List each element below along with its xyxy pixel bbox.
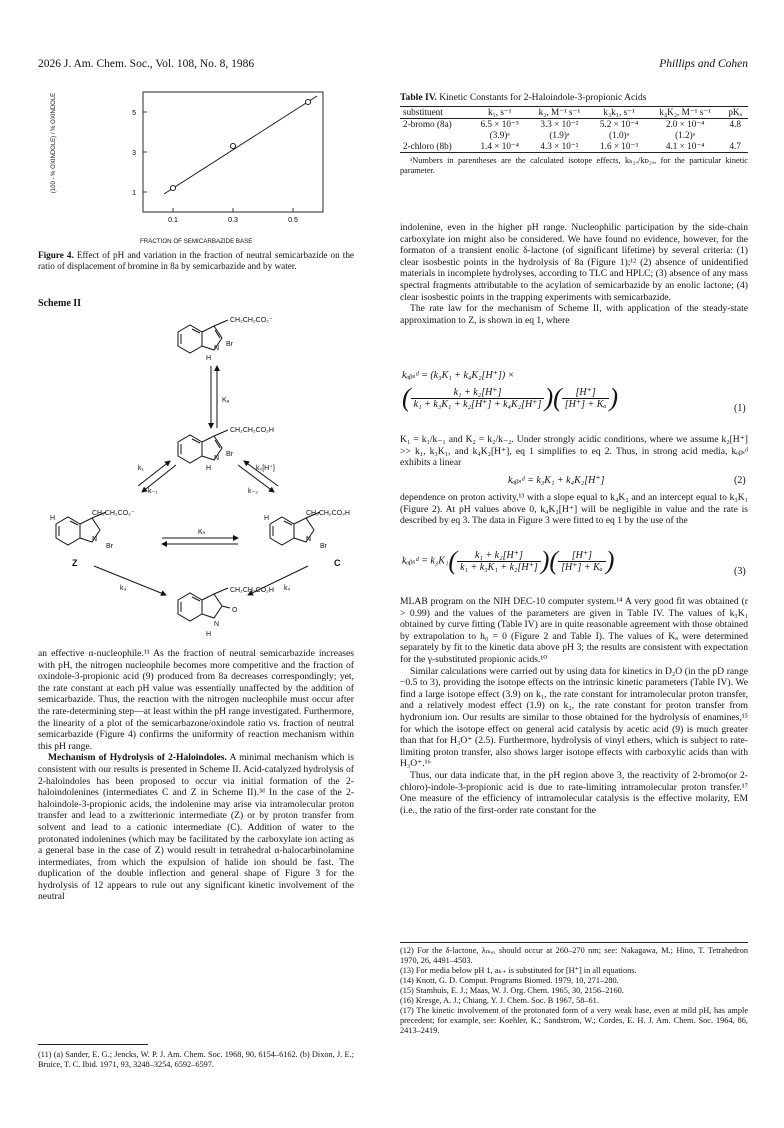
page-authors: Phillips and Cohen	[659, 58, 748, 70]
table-cell: 2.0 × 10⁻⁴	[665, 119, 705, 129]
oxindole-product	[178, 588, 230, 621]
data-point	[170, 185, 175, 190]
right-paragraph-1: indolenine, even in the higher pH range. Nucleophilic participation by the side-chain carboxylate ion might also be considered. We have found no evidence, however, for the formaton of a transient enolic δ-lactone (of significant lifetime) by several criteria: (1) clear isosbestic points in the hydrolysis of 8a (Figure 1);¹² (2) absence of unidentified materials in incomplete hydrolyses, according to TLC and HPLC; (3) absence of any mass spectral fragments attributable to the acylation of semicarbazide by an enolic lactone; (4) clear isosbestic points in the trapping experiments with semicarbazide.	[400, 222, 748, 303]
table-header: k₄K₂, M⁻¹ s⁻¹	[659, 107, 711, 117]
footnote-11: (11) (a) Sander, E. G.; Jencks, W. P. J. Am. Chem. Soc. 1968, 90, 6154–6162. (b) Dixon, J. E.; Bruice, T. C. Ibid. 1971, 93, 3248–3254, 6592–6597.	[38, 1050, 354, 1069]
right-footnotes	[400, 946, 748, 1036]
product-o: O	[232, 607, 238, 614]
k3-label: k₃	[120, 585, 127, 592]
mechanism-text: A minimal mechanism which is consistent with our results is presented in Scheme II. Acid-catalyzed hydrolysis of 2-haloindoles has been proposed to occur via initial formation of the 2-haloindolenines (intermediates C and Z in Scheme II).³ᵈ In the case of the 2-haloindole-3-propionic acids, the indolenine may arise via intramolecular proton transfer and lead to a zwitterionic intermediate (Z) or by proton transfer from solvent and lead to a cationic intermediate (C). Addition of water to the protonated indolenines (which may be facilitated by the carboxylate ion acting as a general base in the case of Z) would result in tetrahedral α-halocarbinolamine intermediates, from which the expulsion of halide ion should be fast. The duplication of the double inflection and general shape of Figure 3 for the hydrolysis of 12 appears to rule out any significant kinetic involvement of the neutral	[38, 752, 354, 903]
c-label: C	[334, 558, 341, 568]
equation-3: kₒᵦₛᵈ = k₃K₁( $\frac{\text{k₁ + k₂[H⁺]}}{\text{k₁ + k₃K₁ + k₂[H⁺]}}$ )( $\frac{[H^+]}{\text{[H⁺] + Kₐ}}$ )	[402, 546, 615, 575]
footnote-13: (13) For media below pH 1, aₕ₊ is substituted for [H⁺] in all equations.	[400, 966, 637, 975]
table-cell: 4.8	[729, 119, 741, 129]
table-cell: (1.2)ᵃ	[675, 130, 696, 140]
eq2-number: (2)	[734, 475, 746, 486]
fit-line	[164, 96, 317, 194]
indole-top	[178, 320, 228, 353]
figure-4-caption-text: Effect of pH and variation in the fraction of neutral semicarbazide on the ratio of displacement of bromine in 8a by semicarbazide and by water.	[38, 250, 354, 271]
table-header: k₂, M⁻¹ s⁻¹	[538, 107, 581, 117]
figure-4-xlabel: FRACTION OF SEMICARBAZIDE BASE	[140, 238, 253, 245]
table-cell: (1.9)ᵃ	[549, 130, 570, 140]
c-n: N	[306, 536, 312, 543]
top-h: H	[206, 355, 212, 362]
c-br: Br	[320, 543, 327, 550]
table-header: k₁, s⁻¹	[487, 107, 512, 117]
plot-frame	[143, 92, 323, 212]
mid-h: H	[206, 465, 212, 472]
right-footnote-rule	[400, 942, 748, 943]
z-n: N	[92, 536, 98, 543]
table-cell: 4.3 × 10⁻²	[540, 141, 579, 151]
table-cell: (1.0)ᵃ	[609, 130, 630, 140]
right-column-text-3	[400, 492, 748, 527]
equation-2: kₒᵦₛᵈ = k₃K₁ + k₄K₂[H⁺]	[508, 475, 605, 486]
k2-label: k₂[H⁺]	[256, 465, 275, 472]
table-cell: (3.9)ᵃ	[489, 130, 510, 140]
y-tick-label: 3	[132, 150, 136, 157]
right-column-text-2	[400, 434, 748, 469]
z-substituent: CH₂CH₂CO₂⁻	[92, 510, 135, 517]
eq3-number: (3)	[734, 566, 746, 577]
ka-label: Kₐ	[222, 397, 230, 404]
table-row	[400, 141, 748, 153]
product-n: N	[214, 621, 220, 628]
table-cell: 2-bromo (8a)	[403, 119, 452, 129]
top-n: N	[214, 345, 220, 352]
left-footnotes	[38, 1050, 354, 1070]
page-citation: 2026 J. Am. Chem. Soc., Vol. 108, No. 8, 1986	[38, 58, 255, 70]
data-point	[305, 99, 310, 104]
figure-4-ylabel: (100 - % OXINDOLE) / % OXINDOLE	[51, 92, 57, 194]
eq1-number: (1)	[734, 403, 746, 414]
figure-4-caption	[38, 250, 354, 272]
table-header: substituent	[403, 107, 443, 117]
left-paragraph-1: an effective α-nucleophile.¹¹ As the fraction of neutral semicarbazide increases with pH, the nitrogen nucleophile becomes more competitive and the fraction of oxindole-3-propionic acid (9) produced from 8a decreases correspondingly; yet, the rate constant at each pH value was essentially unaffected by the addition of semicarbazide. Thus, the reaction with the nitrogen nucleophile must occur after the rate-determining step—at least within the pH range investigated. Furthermore, the linearity of a plot of the semicarbazone/oxindole ratio vs. fraction of neutral semicarbazide (Figure 4) confirms the uniformity of reaction mechanism within this pH range.	[38, 648, 354, 752]
right-paragraph-4: dependence on proton activity,¹³ with a slope equal to k₄K₂ and an intercept equal to k₃K₁ (Figure 2). At pH values above 0, k₄K₂[H⁺] will be negligible in value and the rate is described by eq 3. The data in Figure 3 were fitted to eq 1 by the use of the	[400, 492, 748, 527]
footnote-14: (14) Knott, G. D. Comput. Programs Biomed. 1979, 10, 271–280.	[400, 976, 619, 985]
right-paragraph-5: MLAB program on the NIH DEC-10 computer system.¹⁴ A very good fit was obtained (r > 0.99) and the values of the parameters are given in Table IV. The values of k₃K₁ obtained by curve fitting (Table IV) are in quite reasonable agreement with those obtained by extrapolation to h₀ = 0 (Figure 2 and Table I). The values of Kₐ were determined separately by fit to the kinetic data above pH 3; the results are consistent with expectation for the γ-substituted propionic acids.¹⁰	[400, 596, 748, 665]
table-cell: 3.3 × 10⁻²	[540, 119, 579, 129]
table-row	[400, 119, 748, 131]
kinetic-constants-table	[400, 107, 748, 153]
kn-label: Kₙ	[198, 529, 206, 536]
right-column-text-4	[400, 596, 748, 816]
product-h: H	[206, 631, 212, 638]
footnote-15: (15) Stamhuis, E. J.; Maas, W. J. Org. Chem. 1965, 30, 2156–2160.	[400, 986, 624, 995]
mechanism-heading: Mechanism of Hydrolysis of 2-Haloindoles.	[48, 752, 227, 764]
z-h: H	[50, 515, 56, 522]
indole-middle	[178, 430, 228, 463]
eq3-denominator-1: k₁ + k₃K₁ + k₂[H⁺]	[460, 561, 538, 573]
eq1-numerator-1: k₁ + k₂[H⁺]	[411, 387, 545, 399]
right-paragraph-2: The rate law for the mechanism of Scheme II, with application of the steady-state approximation to Z, is shown in eq 1, where	[400, 303, 748, 326]
right-paragraph-3: K₁ = k₁/k₋₁ and K₂ = k₂/k₋₂. Under strongly acidic conditions, where we assume k₂[H⁺] >> k₁, k₃K₁, and k₄K₂[H⁺], eq 1 simplifies to eq 2. Thus, in strong acid media, kₒᵦₛᵈ exhibits a linear	[400, 434, 748, 469]
table-footnote: ᵃNumbers in parentheses are the calculated isotope effects, kₕ₂ₒ/kᴅ₂ₒ, for the particular kinetic parameter.	[400, 156, 748, 175]
table-row	[400, 130, 748, 141]
y-tick-label: 5	[132, 110, 136, 117]
km2-label: k₋₂	[248, 488, 258, 495]
table-cell: 4.1 × 10⁻⁴	[665, 141, 705, 151]
page-header	[38, 58, 748, 74]
z-br: Br	[106, 543, 113, 550]
left-paragraph-2	[38, 752, 354, 903]
table-header: pKₐ	[728, 107, 743, 117]
eq1-denominator-1: k₁ + k₃K₁ + k₂[H⁺] + k₄K₂[H⁺]	[413, 398, 542, 410]
mid-substituent: CH₂CH₂CO₂H	[230, 427, 274, 434]
k1-label: k₁	[138, 465, 144, 472]
table-cell: 1.6 × 10⁻³	[600, 141, 639, 151]
z-label: Z	[72, 558, 78, 568]
eq3-denominator-2: [H⁺] + Kₐ	[561, 561, 603, 573]
km1-label: k₋₁	[148, 488, 158, 495]
equation-1: kₒᵦₛᵈ = (k₃K₁ + k₄K₂[H⁺]) × ( $\frac{\text{k₁ + k₂[H⁺]}}{\text{k₁ + k₃K₁ + k₂[H⁺] + k₄K₂[H⁺]}}$ )( $\frac{[H^+]}{\text{[H⁺] + Kₐ}}$ )	[402, 370, 748, 413]
table-cell: 4.7	[729, 141, 741, 151]
top-substituent: CH₂CH₂CO₂⁻	[230, 317, 273, 324]
table-iv	[400, 92, 748, 176]
table-cell: 1.4 × 10⁻⁴	[480, 141, 519, 151]
figure-4-plot	[96, 90, 336, 240]
eq1-numerator-2: [H⁺]	[562, 387, 610, 399]
c-h: H	[264, 515, 270, 522]
eq3-numerator-1: k₁ + k₂[H⁺]	[457, 550, 541, 562]
scheme-ii-diagram	[38, 310, 368, 640]
x-tick-label: 0.5	[288, 217, 298, 224]
eq1-denominator-2: [H⁺] + Kₐ	[564, 398, 607, 410]
table-cell: 5.2 × 10⁻⁴	[599, 119, 639, 129]
k4-label: k₄	[284, 585, 291, 592]
table-cell	[400, 130, 471, 141]
table-cell: 2-chloro (8b)	[403, 141, 452, 151]
product-substituent: CH₂CH₂CO₂H	[230, 587, 274, 594]
figure-4	[96, 90, 336, 240]
x-tick-label: 0.3	[228, 217, 238, 224]
top-br: Br	[226, 341, 233, 348]
left-column-text	[38, 648, 354, 903]
scheme-title: Scheme II	[38, 298, 82, 309]
figure-4-caption-label: Figure 4.	[38, 250, 74, 260]
right-paragraph-6: Similar calculations were carried out by using data for kinetics in D₂O (in the pD range −0.5 to 3), providing the isotope effects on the intrinsic kinetic parameters (Table IV). We find a large isotope effect (3.9) on k₁, the rate constant for intramolecular proton transfer, and a relatively modest effect (1.9) on k₂, the rate constant for proton transfer from hydronium ion. Our results are similar to those obtained for the hydrolysis of enamines,¹⁵ for which the isotope effect on general acid catalysis by acetic acid (9) is much greater than that for H₃O⁺ (2.5). Furthermore, hydrolysis of vinyl ethers, which is subject to rate-limiting proton transfer, also shows larger isotope effects with carboxylic acids than with H₃O⁺.¹⁶	[400, 665, 748, 770]
table-cell	[722, 130, 748, 141]
footnote-16: (16) Kresge, A. J.; Chiang, Y. J. Chem. Soc. B 1967, 58–61.	[400, 996, 599, 1005]
eq3-lhs: kₒᵦₛᵈ = k₃K₁	[402, 555, 449, 567]
eq1-lhs: kₒᵦₛᵈ = (k₃K₁ + k₄K₂[H⁺]) ×	[402, 370, 515, 381]
c-substituent: CH₂CH₂CO₂H	[306, 510, 350, 517]
right-paragraph-7: Thus, our data indicate that, in the pH region above 3, the reactivity of 2-bromo(or 2-chloro)-indole-3-propionic acid is due to rate-limiting intramolecular proton transfer.¹⁷ One measure of the efficiency of intramolecular catalysis is the effective molarity, EM (i.e., the ratio of the first-order rate constant for the	[400, 769, 748, 816]
left-footnote-rule	[38, 1044, 148, 1045]
table-title-text: Kinetic Constants for 2-Haloindole-3-propionic Acids	[439, 92, 647, 103]
footnote-12: (12) For the δ-lactone, λₘₐₓ should occur at 260–270 nm; see: Nakagawa, M.; Hino, T. Tetrahedron 1970, 26, 4491–4503.	[400, 946, 748, 965]
y-tick-label: 1	[132, 190, 136, 197]
right-column-text-1	[400, 222, 748, 326]
table-cell: 6.5 × 10⁻⁵	[480, 119, 519, 129]
eq3-numerator-2: [H⁺]	[558, 550, 606, 562]
data-point	[230, 143, 235, 148]
mid-br: Br	[226, 451, 233, 458]
footnote-17: (17) The kinetic involvement of the protonated form of a very weak base, even at mild pH, has ample precedent; for example, see: Koehler, K.; Sandstrom, W.; Cordes, E. H. J. Am. Chem. Soc. 1964, 86, 2413–2419.	[400, 1006, 748, 1035]
table-header: k₃k₁, s⁻¹	[603, 107, 635, 117]
mid-n: N	[214, 455, 220, 462]
table-title-label: Table IV.	[400, 92, 437, 103]
x-tick-label: 0.1	[168, 217, 178, 224]
